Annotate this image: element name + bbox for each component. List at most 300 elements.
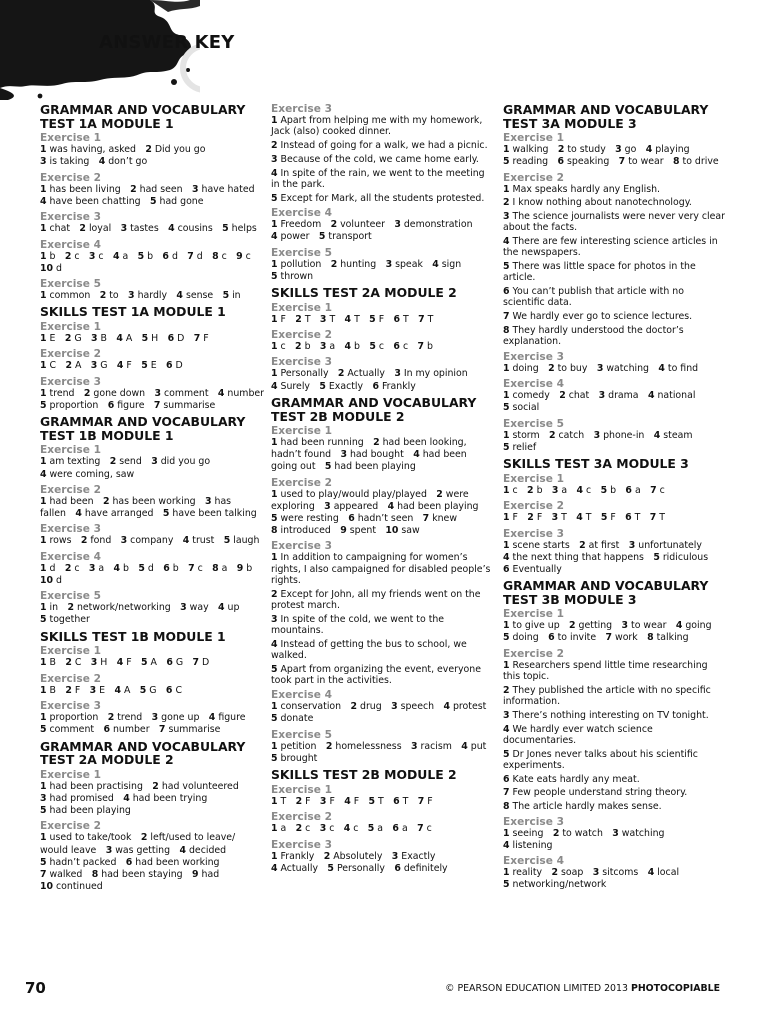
answer-number: 1 (503, 144, 510, 156)
answer-text: had been working (135, 856, 220, 868)
answer-number: 5 (324, 461, 332, 473)
answer-text: gone down (93, 387, 146, 399)
answer-number: 4 (443, 701, 450, 713)
answer-section (40, 630, 262, 737)
answer-number: 3 (598, 390, 606, 402)
answer-number: 7 (618, 156, 626, 168)
answer-text: had been practising (49, 780, 143, 792)
answer-number: 5 (503, 402, 510, 414)
answer-number: 2 (64, 562, 72, 574)
answer-number: 1 (40, 387, 47, 399)
answer-number: 2 (295, 313, 302, 325)
section-title-line: SKILLS TEST 1A MODULE 1 (40, 304, 226, 320)
answer-text: summarise (168, 724, 221, 736)
section-title-line: GRAMMAR AND VOCABULARY (40, 414, 246, 430)
answer-text: the next thing that happens (512, 551, 644, 563)
answer-text: trend (117, 712, 143, 724)
answer-text: to give up (512, 620, 560, 632)
answer-section (271, 103, 493, 283)
answer-number: 5 (369, 313, 376, 325)
answer-text: gone up (161, 712, 200, 724)
answer-text: helps (231, 223, 257, 235)
answer-text: unfortunately (638, 539, 702, 551)
answer-line (503, 512, 725, 524)
answer-number: 1 (40, 602, 47, 614)
exercise-title: Exercise 3 (271, 103, 332, 115)
answer-number: 4 (75, 508, 82, 520)
answer-text: H (100, 657, 108, 669)
answer-text: b (354, 341, 360, 353)
answer-text: national (657, 390, 696, 402)
answer-text: scene starts (512, 539, 570, 551)
answer-text: In addition to campaigning for women’s rights, I also campaigned for disabled people’s rights. (271, 552, 491, 586)
exercise-block (503, 351, 725, 375)
answer-number: 8 (271, 524, 278, 536)
answer-text: to find (667, 362, 699, 374)
exercise-title: Exercise 1 (503, 132, 564, 145)
section-title-line: SKILLS TEST 3A MODULE 3 (503, 456, 689, 472)
section-title-line: TEST 3A MODULE 3 (503, 115, 637, 131)
answer-number: 5 (40, 399, 47, 411)
answer-number: 8 (647, 632, 654, 644)
answer-number: 3 (40, 792, 47, 804)
answer-text: b (172, 562, 179, 574)
answer-number: 1 (40, 495, 47, 507)
answer-text: used to take/took (49, 832, 132, 844)
answer-line (271, 231, 493, 243)
answer-number: 2 (65, 360, 72, 372)
answer-text: F (126, 657, 132, 669)
answer-line (503, 540, 725, 552)
answer-item (271, 168, 493, 190)
answer-line (503, 390, 725, 402)
section-title-line: GRAMMAR AND VOCABULARY (271, 394, 477, 410)
answer-text: had promised (49, 792, 114, 804)
answer-number: 5 (327, 862, 334, 874)
answer-number: 4 (576, 512, 583, 524)
exercise-title: Exercise 3 (271, 356, 332, 369)
answer-text: E (150, 360, 157, 372)
answer-number: 2 (503, 684, 510, 696)
answer-number: 3 (271, 613, 278, 625)
answer-number: 2 (373, 437, 380, 449)
answer-text: going (685, 620, 712, 632)
answer-number: 7 (418, 313, 425, 325)
answer-line (271, 219, 493, 231)
exercise-title: Exercise 1 (271, 783, 332, 796)
answer-text: reality (512, 867, 543, 879)
answer-number: 5 (271, 752, 278, 764)
exercise-title: Exercise 4 (271, 207, 332, 220)
answer-text: protest (452, 701, 487, 713)
answer-text: going out (271, 461, 316, 473)
answer-line (40, 781, 262, 793)
answer-text: demonstration (403, 219, 473, 231)
answer-text: a (280, 823, 287, 835)
answer-number: 1 (271, 219, 278, 231)
answer-text: speaking (567, 156, 610, 168)
answer-number: 4 (503, 551, 510, 563)
answer-number: 2 (65, 684, 72, 696)
answer-number: 2 (549, 429, 556, 441)
answer-item (503, 787, 725, 798)
answer-text: Except for Mark, all the students protested. (280, 192, 485, 204)
answer-number: 3 (105, 844, 113, 856)
answer-text: Personally (336, 862, 385, 874)
answer-number: 8 (503, 801, 510, 813)
answer-number: 5 (141, 657, 148, 669)
exercise-block (40, 321, 262, 345)
answer-text: c (512, 484, 518, 496)
answer-text: B (49, 657, 56, 669)
answer-number: 2 (109, 456, 117, 468)
answer-text: spent (349, 524, 377, 536)
exercise-block (40, 523, 262, 547)
answer-item (503, 749, 725, 771)
exercise-block (503, 500, 725, 524)
answer-number: 3 (151, 456, 158, 468)
answer-text: go (624, 144, 637, 156)
answer-text: at first (588, 539, 620, 551)
answer-number: 1 (40, 250, 47, 262)
section-title (40, 630, 262, 644)
answer-text: doing (512, 632, 539, 644)
answer-text: seeing (512, 827, 544, 839)
answer-number: 6 (503, 773, 510, 785)
answer-text: summarise (163, 399, 216, 411)
exercise-block (40, 348, 262, 372)
exercise-title: Exercise 2 (271, 476, 332, 489)
answer-text: in (232, 290, 241, 302)
answer-text: F (329, 795, 335, 807)
exercise-title: Exercise 5 (271, 728, 332, 741)
answer-line (40, 456, 262, 468)
answer-number: 6 (348, 512, 355, 524)
answer-text: is taking (49, 156, 90, 168)
answer-text: Surely (280, 380, 310, 392)
exercise-title: Exercise 3 (271, 540, 332, 553)
answer-line (503, 620, 725, 632)
answer-number: 3 (180, 602, 187, 614)
exercise-block (271, 811, 493, 835)
answer-line (40, 832, 262, 844)
answer-item (271, 589, 493, 611)
answer-text: d (196, 250, 203, 262)
answer-number: 1 (271, 552, 278, 564)
answer-text: They hardly understood the doctor’s explanation. (503, 325, 684, 348)
answer-number: 2 (99, 290, 107, 302)
answer-number: 4 (503, 236, 510, 248)
section-title (271, 396, 493, 423)
answer-text: catch (558, 429, 585, 441)
answer-number: 4 (675, 620, 683, 632)
answer-text: C (175, 684, 182, 696)
answer-number: 2 (67, 602, 74, 614)
answer-text: storm (512, 429, 540, 441)
answer-number: 1 (503, 827, 510, 839)
answer-number: 5 (138, 562, 145, 574)
answer-line (40, 333, 262, 345)
answer-number: 4 (98, 156, 106, 168)
answer-text: hadn’t packed (49, 856, 117, 868)
answer-number: 4 (653, 429, 661, 441)
footer-copyright (445, 983, 720, 994)
answer-number: 3 (394, 368, 401, 380)
answer-line (40, 869, 262, 881)
answer-number: 5 (369, 341, 376, 353)
section-title-line: TEST 2B MODULE 2 (271, 408, 405, 424)
answer-number: 7 (650, 484, 657, 496)
answer-number: 4 (182, 535, 190, 547)
answer-text: T (585, 512, 592, 524)
exercise-title: Exercise 2 (40, 483, 101, 496)
answer-text: a (98, 562, 105, 574)
answer-text: b (147, 250, 154, 262)
answer-number: 1 (503, 512, 510, 524)
exercise-block (271, 302, 493, 326)
answer-text: a (401, 823, 408, 835)
answer-text: Dr Jones never talks about his scientific experiments. (503, 748, 698, 771)
answer-text: petition (280, 740, 317, 752)
exercise-title: Exercise 1 (40, 444, 101, 457)
answer-number: 1 (271, 368, 278, 380)
answer-line (40, 575, 262, 587)
answer-number: 4 (461, 740, 468, 752)
answer-number: 4 (503, 723, 510, 735)
answer-number: 2 (350, 701, 358, 713)
answer-number: 2 (330, 219, 338, 231)
answer-text: Frankly (381, 380, 416, 392)
answer-number: 1 (40, 333, 47, 345)
section-title-line: TEST 1A MODULE 1 (40, 115, 174, 131)
answer-number: 10 (385, 524, 399, 536)
answer-text: racism (420, 740, 452, 752)
answer-number: 2 (79, 223, 86, 235)
answer-text: trust (192, 535, 215, 547)
answer-text: In spite of the cold, we went to the mountains. (271, 613, 445, 636)
answer-text: in (49, 602, 59, 614)
answer-text: had been running (280, 437, 364, 449)
exercise-title: Exercise 1 (40, 645, 101, 658)
answer-number: 2 (527, 512, 534, 524)
answer-text: reading (512, 156, 549, 168)
answer-number: 2 (64, 250, 72, 262)
answer-text: b (536, 484, 543, 496)
answer-line (271, 741, 493, 753)
answer-text: We hardly ever go to science lectures. (512, 311, 693, 323)
answer-text: C (49, 360, 57, 372)
answer-line (40, 881, 262, 893)
answer-text: C (74, 657, 82, 669)
exercise-title: Exercise 3 (271, 838, 332, 851)
exercise-title: Exercise 2 (503, 500, 564, 513)
answer-text: T (354, 313, 360, 325)
answer-number: 7 (417, 341, 424, 353)
answer-number: 2 (436, 488, 443, 500)
copyright-text: © PEARSON EDUCATION LIMITED 2013 (445, 983, 628, 994)
answer-line (503, 485, 725, 497)
answer-text: chat (568, 390, 590, 402)
answer-text: F (126, 360, 132, 372)
answer-text: F (512, 512, 518, 524)
answer-number: 3 (89, 684, 97, 696)
answer-number: 6 (625, 512, 632, 524)
exercise-block (271, 103, 493, 204)
answer-number: 3 (191, 183, 199, 195)
exercise-block (40, 278, 262, 302)
answer-text: d (147, 562, 154, 574)
answer-text: c (74, 562, 80, 574)
answer-text: volunteer (340, 219, 385, 231)
exercise-title: Exercise 1 (40, 768, 101, 781)
answer-text: c (74, 250, 80, 262)
answer-number: 9 (236, 562, 244, 574)
answer-text: G (100, 360, 108, 372)
answer-text: a (122, 250, 129, 262)
answer-number: 1 (40, 223, 47, 235)
answer-number: 5 (600, 512, 608, 524)
answer-text: d (171, 250, 178, 262)
answer-text: am texting (49, 456, 101, 468)
answer-number: 6 (167, 333, 175, 345)
answer-line (271, 525, 493, 537)
answer-section (503, 457, 725, 576)
answer-section (40, 103, 262, 302)
exercise-title: Exercise 3 (503, 350, 564, 363)
answer-number: 5 (222, 223, 229, 235)
answer-text: T (304, 313, 311, 325)
answer-item (503, 710, 725, 721)
exercise-title: Exercise 2 (40, 820, 101, 833)
answer-text: to wear (631, 620, 667, 632)
answer-number: 2 (557, 144, 565, 156)
answer-text: tastes (130, 223, 159, 235)
exercise-block (271, 839, 493, 875)
answer-number: 1 (271, 740, 278, 752)
answer-text: T (659, 512, 666, 524)
answer-text: thrown (280, 270, 314, 282)
answer-number: 3 (319, 341, 327, 353)
answer-text: The article hardly makes sense. (512, 801, 662, 813)
answer-text: Instead of getting the bus to school, we walked. (271, 638, 467, 661)
exercise-block (503, 855, 725, 891)
answer-text: There’s nothing interesting on TV tonight. (512, 709, 709, 721)
answer-text: D (175, 360, 183, 372)
answer-text: Personally (280, 368, 329, 380)
answer-number: 3 (154, 387, 161, 399)
answer-number: 3 (628, 539, 636, 551)
section-title (503, 579, 725, 606)
photocopiable-label: PHOTOCOPIABLE (630, 983, 720, 994)
answer-line (271, 823, 493, 835)
exercise-block (271, 329, 493, 353)
answer-number: 2 (330, 258, 338, 270)
section-title-line: SKILLS TEST 2A MODULE 2 (271, 285, 457, 301)
answer-text: A (125, 333, 133, 345)
answer-text: c (426, 823, 432, 835)
answer-number: 7 (192, 657, 200, 669)
answer-text: comedy (512, 390, 550, 402)
section-title (271, 768, 493, 782)
answer-number: 2 (325, 740, 333, 752)
answer-line (40, 805, 262, 817)
answer-text: appeared (333, 500, 379, 512)
answer-text: relief (512, 441, 537, 453)
answer-number: 6 (165, 684, 173, 696)
answer-text: loyal (88, 223, 112, 235)
answer-number: 7 (158, 724, 166, 736)
answer-number: 6 (372, 380, 379, 392)
answer-text: doing (512, 362, 539, 374)
answer-number: 7 (187, 250, 194, 262)
answer-text: had been (49, 495, 94, 507)
answer-text: fallen (40, 508, 66, 520)
answer-number: 4 (647, 390, 655, 402)
answer-text: laugh (233, 535, 260, 547)
answer-text: watching (621, 827, 665, 839)
answer-number: 5 (503, 632, 510, 644)
answer-line (271, 461, 493, 473)
answer-line (271, 513, 493, 525)
answer-text: I know nothing about nanotechnology. (512, 197, 692, 209)
answer-number: 5 (503, 748, 510, 760)
answer-item (503, 685, 725, 707)
answer-text: c (353, 823, 359, 835)
answer-number: 1 (503, 659, 510, 671)
answer-text: c (378, 341, 385, 353)
answer-number: 10 (40, 880, 54, 892)
answer-text: to (109, 290, 119, 302)
answer-text: continued (56, 880, 103, 892)
answer-text: Instead of going for a walk, we had a picnic. (280, 140, 488, 151)
answer-number: 8 (212, 562, 219, 574)
section-title-line: GRAMMAR AND VOCABULARY (503, 578, 709, 594)
answer-line (40, 469, 262, 481)
answer-number: 6 (393, 313, 400, 325)
answer-text: had been (422, 449, 467, 461)
answer-number: 4 (344, 313, 352, 325)
exercise-block (503, 473, 725, 497)
answer-text: have hated (201, 183, 255, 195)
exercise-title: Exercise 3 (40, 523, 101, 536)
answer-text: A (150, 657, 157, 669)
answer-text: playing (655, 144, 690, 156)
section-title-line: GRAMMAR AND VOCABULARY (503, 102, 709, 117)
answer-text: number (227, 387, 265, 399)
exercise-title: Exercise 2 (503, 647, 564, 660)
answer-number: 3 (90, 333, 98, 345)
answer-number: 6 (163, 562, 170, 574)
answer-number: 4 (114, 684, 121, 696)
answer-item (503, 660, 725, 682)
answer-number: 3 (128, 290, 135, 302)
answer-number: 1 (271, 823, 278, 835)
answer-text: Except for John, all my friends went on the protest march. (271, 588, 481, 611)
section-title (40, 305, 262, 319)
answer-number: 3 (391, 850, 399, 862)
answer-number: 5 (271, 713, 278, 725)
answer-number: 3 (324, 500, 331, 512)
answer-number: 7 (503, 787, 510, 799)
answer-number: 2 (551, 867, 559, 879)
answer-number: 8 (91, 868, 99, 880)
answer-text: A (74, 360, 82, 372)
answer-number: 7 (188, 562, 195, 574)
answer-number: 3 (319, 313, 327, 325)
answer-text: exploring (271, 500, 315, 512)
answer-number: 4 (645, 144, 653, 156)
answer-number: 1 (40, 780, 47, 792)
